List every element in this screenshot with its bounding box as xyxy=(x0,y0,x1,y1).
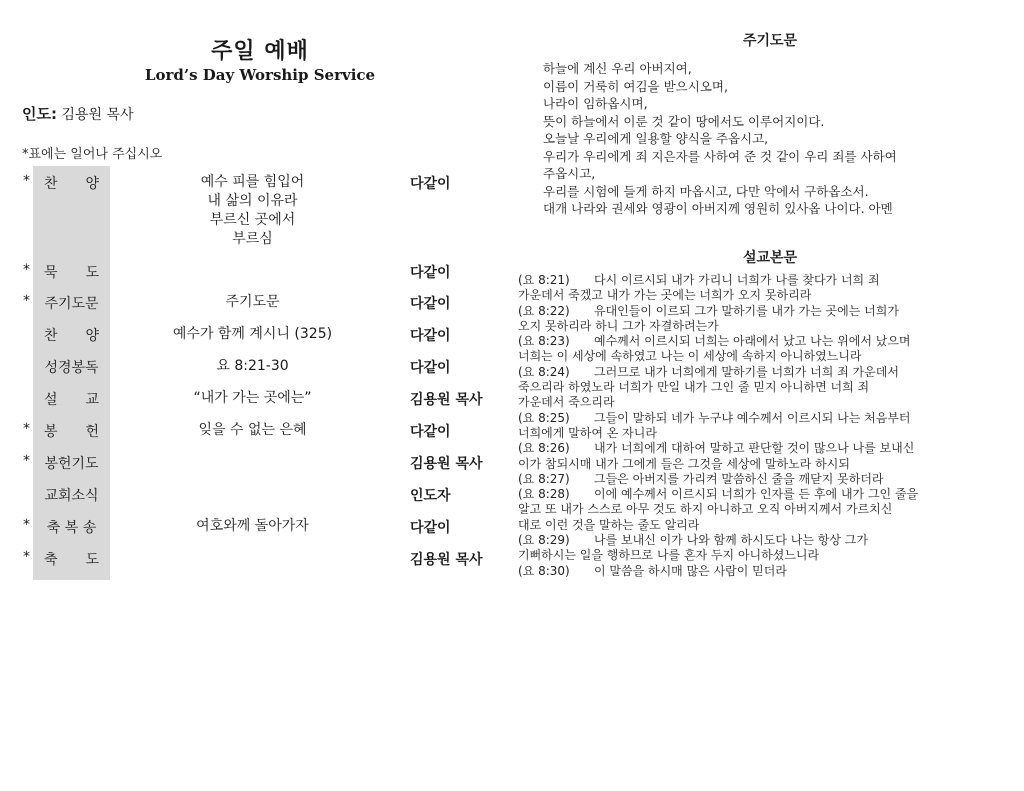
order-content-line: 내 삶의 이유라 xyxy=(207,193,298,209)
verse-text: 죽으리라 하였노라 너희가 만일 내가 그인 줄 믿지 아니하면 너희 죄 xyxy=(518,380,870,395)
verse-text: 너희는 이 세상에 속하였고 나는 이 세상에 속하지 아니하였느니라 xyxy=(518,349,862,364)
prayer-line: 하늘에 계신 우리 아버지여, xyxy=(543,61,692,76)
verse-text: 이에 예수께서 이르시되 너희가 인자를 든 후에 내가 그인 줄을 xyxy=(594,487,919,502)
order-item-name: 묵 도 xyxy=(43,265,100,281)
order-item-name: 찬 양 xyxy=(43,176,100,192)
verse-text: 그러므로 내가 너희에게 말하기를 너희가 너희 죄 가운데서 xyxy=(594,364,899,379)
order-item-name: 설 교 xyxy=(43,392,100,408)
stand-marker: * xyxy=(23,262,30,278)
stand-marker: * xyxy=(23,421,30,437)
order-item-content xyxy=(135,421,370,440)
scripture-line xyxy=(518,411,978,426)
prayer-line: 대개 나라와 권세와 영광이 아버지께 영원히 있사옵 나이다. 아멘 xyxy=(543,201,893,216)
verse-reference: (요 8:25) xyxy=(518,410,570,425)
scripture-line xyxy=(518,533,978,548)
scripture-line xyxy=(518,502,978,517)
order-item-person: 김용원 목사 xyxy=(410,456,483,472)
order-item-person: 다같이 xyxy=(410,360,451,376)
leader-line xyxy=(22,103,134,124)
order-item-person: 다같이 xyxy=(410,328,451,344)
stand-marker: * xyxy=(23,549,30,565)
scripture-line xyxy=(518,273,978,288)
order-content-line: 부르신 곳에서 xyxy=(209,212,296,228)
scripture-line xyxy=(518,487,978,502)
order-item-content xyxy=(135,325,370,344)
standing-note: *표에는 일어나 주십시오 xyxy=(22,147,163,162)
order-content-line: 주기도문 xyxy=(225,294,280,310)
verse-text: 나를 보내신 이가 나와 함께 하시도다 나는 항상 그가 xyxy=(594,533,868,548)
order-item-person: 김용원 목사 xyxy=(410,392,483,408)
scripture-line xyxy=(518,365,978,380)
order-item-name: 성경봉독 xyxy=(44,360,99,376)
order-item-person: 다같이 xyxy=(410,176,451,192)
order-content-line: 부르심 xyxy=(232,231,273,247)
prayer-line: 우리가 우리에게 죄 지은자를 사하여 준 것 같이 우리 죄를 사하여 xyxy=(543,148,897,164)
order-content-line: 예수 피를 힘입어 xyxy=(200,174,305,190)
verse-text: 대로 이런 것을 말하는 줄도 알리라 xyxy=(518,517,700,532)
scripture-line xyxy=(518,288,978,303)
verse-text: 이 말씀을 하시매 많은 사람이 믿더라 xyxy=(594,563,787,578)
scripture-line xyxy=(518,380,978,395)
order-item-content xyxy=(135,357,370,376)
order-item-name: 봉 헌 xyxy=(43,424,100,440)
scripture-line xyxy=(518,319,978,334)
verse-reference: (요 8:23) xyxy=(518,334,570,349)
order-item-name: 축 복 송 xyxy=(46,520,97,536)
verse-text: 유대인들이 이르되 그가 말하기를 내가 가는 곳에는 너희가 xyxy=(594,303,899,318)
leader-name: 김용원 목사 xyxy=(61,107,134,123)
order-item-content xyxy=(135,173,370,249)
order-item-person: 다같이 xyxy=(410,424,451,440)
stand-marker: * xyxy=(23,173,30,189)
verse-reference: (요 8:21) xyxy=(518,273,570,287)
prayer-line: 주옵시고, xyxy=(543,166,596,181)
prayer-line: 오늘날 우리에게 일용할 양식을 주옵시고, xyxy=(543,131,769,146)
prayer-line: 뜻이 하늘에서 이룬 것 같이 땅에서도 이루어지이다. xyxy=(543,113,825,129)
scripture-line xyxy=(518,426,978,441)
prayer-line: 이름이 거룩히 여김을 받으시오며, xyxy=(543,78,728,94)
verse-text: 그들은 아버지를 가리켜 말씀하신 줄을 깨닫지 못하더라 xyxy=(594,471,884,486)
verse-reference: (요 8:30) xyxy=(518,563,570,578)
order-item-name: 주기도문 xyxy=(44,296,99,312)
scripture-line xyxy=(518,349,978,364)
verse-text: 너희에게 말하여 온 자니라 xyxy=(518,425,657,440)
verse-reference: (요 8:26) xyxy=(518,441,570,456)
verse-text: 알고 또 내가 스스로 아무 것도 하지 아니하고 오직 아버지께서 가르치신 xyxy=(518,502,893,517)
verse-reference: (요 8:27) xyxy=(518,471,570,486)
scripture-line xyxy=(518,304,978,319)
order-item-person: 인도자 xyxy=(410,488,451,504)
leader-label: 인도: xyxy=(22,105,57,123)
lords-prayer-title: 주기도문 xyxy=(742,33,798,49)
verse-text: 오지 못하리라 하니 그가 자결하려는가 xyxy=(518,318,719,333)
verse-text: 이가 참되시매 내가 그에게 들은 그것을 세상에 말하노라 하시되 xyxy=(518,456,850,471)
page-title: 주일 예배 xyxy=(211,39,309,64)
verse-text: 기뻐하시는 일을 행하므로 나를 혼자 두지 아니하셨느니라 xyxy=(518,548,820,563)
page-subtitle: Lord’s Day Worship Service xyxy=(144,66,376,84)
order-item-content xyxy=(135,293,370,312)
scripture-line xyxy=(518,472,978,487)
order-item-content xyxy=(135,389,370,408)
scripture-line xyxy=(518,548,978,563)
scripture-line xyxy=(518,518,978,533)
verse-text: 예수께서 이르시되 너희는 아래에서 났고 나는 위에서 났으며 xyxy=(594,334,911,349)
stand-marker: * xyxy=(23,293,30,309)
verse-text: 가운데서 죽겠고 내가 가는 곳에는 너희가 오지 못하리라 xyxy=(518,288,812,303)
verse-reference: (요 8:28) xyxy=(518,487,570,502)
prayer-line: 나라이 임하옵시며, xyxy=(543,96,648,111)
order-item-person: 다같이 xyxy=(410,296,451,312)
order-item-person: 다같이 xyxy=(410,265,451,281)
order-item-name: 봉헌기도 xyxy=(44,456,99,472)
order-item-person: 김용원 목사 xyxy=(410,552,483,568)
verse-text: 그들이 말하되 네가 누구냐 예수께서 이르시되 나는 처음부터 xyxy=(594,410,911,425)
order-item-name: 찬 양 xyxy=(43,328,100,344)
verse-text: 다시 이르시되 내가 가리니 너희가 나를 찾다가 너희 죄 xyxy=(594,273,880,287)
verse-reference: (요 8:24) xyxy=(518,364,570,379)
scripture-line xyxy=(518,564,978,579)
verse-reference: (요 8:22) xyxy=(518,303,570,318)
scripture-line xyxy=(518,334,978,349)
order-content-line: “내가 가는 곳에는” xyxy=(193,390,312,406)
order-content-line: 잊을 수 없는 은혜 xyxy=(198,422,307,438)
order-content-line: 요 8:21-30 xyxy=(216,358,289,374)
scripture-title: 설교본문 xyxy=(742,250,798,266)
scripture-line xyxy=(518,395,978,410)
scripture-text xyxy=(518,273,978,579)
order-item-name: 축 도 xyxy=(43,552,100,568)
order-item-person: 다같이 xyxy=(410,520,451,536)
verse-reference: (요 8:29) xyxy=(518,533,570,548)
stand-marker: * xyxy=(23,517,30,533)
order-content-line: 여호와께 돌아가자 xyxy=(196,518,309,534)
verse-text: 내가 너희에게 대하여 말하고 판단할 것이 많으나 나를 보내신 xyxy=(594,441,915,456)
order-item-content xyxy=(135,517,370,536)
prayer-line: 우리를 시험에 들게 하지 마옵시고, 다만 악에서 구하옵소서. xyxy=(543,183,869,199)
lords-prayer-text xyxy=(543,60,983,218)
order-content-line: 예수가 함께 계시니 (325) xyxy=(172,326,333,342)
stand-marker: * xyxy=(23,453,30,469)
order-item-name: 교회소식 xyxy=(44,488,99,504)
scripture-line xyxy=(518,441,978,456)
scripture-line xyxy=(518,457,978,472)
verse-text: 가운데서 죽으리라 xyxy=(518,395,615,410)
